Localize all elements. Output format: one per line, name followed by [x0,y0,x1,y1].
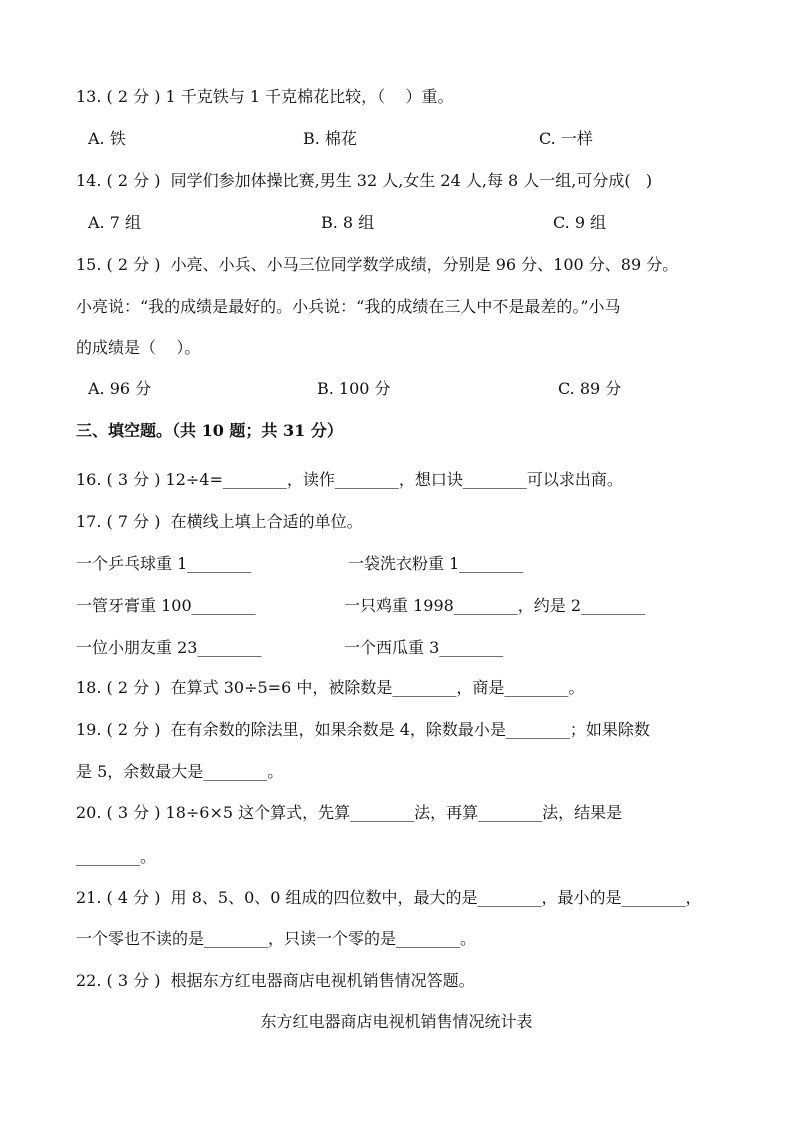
q13-option-c: C. 一样 [539,129,593,148]
q15-option-a: A. 96 分 [88,379,152,398]
q17-item-toothpaste: 一管牙膏重 100________ [76,596,256,615]
q22-stem: 22. ( 3 分 ) 根据东方红电器商店电视机销售情况答题。 [76,971,475,990]
q14-option-c: C. 9 组 [553,213,607,232]
q17-stem: 17. ( 7 分 ) 在横线上填上合适的单位。 [76,512,363,531]
q15-line-2: 小亮说：“我的成绩是最好的。小兵说：“我的成绩在三人中不是最差的。”小马 [76,297,621,316]
q13-stem: 13. ( 2 分 ) 1 千克铁与 1 千克棉花比较，（ ）重。 [76,87,454,106]
q15-line-3: 的成绩是（ ）。 [76,338,201,357]
q19-line-2: 是 5，余数最大是________。 [76,762,284,781]
q22-table-title: 东方红电器商店电视机销售情况统计表 [260,1012,533,1031]
q19-line-1: 19. ( 2 分 ) 在有余数的除法里，如果余数是 4，除数最小是________；如果除数 [76,720,650,739]
q17-item-chicken: 一只鸡重 1998________，约是 2________ [344,596,646,615]
q17-item-child: 一位小朋友重 23________ [76,638,262,657]
q14-stem: 14. ( 2 分 ) 同学们参加体操比赛,男生 32 人,女生 24 人,每 8 人一组,可分成( ) [76,171,653,190]
q16-line: 16. ( 3 分 ) 12÷4=________，读作________，想口诀________可以求出商。 [76,470,623,489]
q20-line-2: ________。 [76,847,157,866]
q14-option-b: B. 8 组 [321,213,375,232]
q15-line-1: 15. ( 2 分 ) 小亮、小兵、小马三位同学数学成绩，分别是 96 分、100 分、89 分。 [76,255,679,274]
q17-item-watermelon: 一个西瓜重 3________ [344,638,504,657]
section-3-title: 三、填空题。（共 10 题；共 31 分） [76,421,343,440]
q15-option-c: C. 89 分 [558,379,622,398]
q20-line-1: 20. ( 3 分 ) 18÷6×5 这个算式，先算________法，再算________法，结果是 [76,803,623,822]
q13-option-a: A. 铁 [88,129,126,148]
q21-line-1: 21. ( 4 分 ) 用 8、5、0、0 组成的四位数中，最大的是________，最小的是________， [76,888,702,907]
q17-item-detergent: 一袋洗衣粉重 1________ [348,554,524,573]
q15-option-b: B. 100 分 [317,379,391,398]
q17-item-pingpong: 一个乒乓球重 1________ [76,554,252,573]
q18-line: 18. ( 2 分 ) 在算式 30÷5=6 中，被除数是________，商是________。 [76,678,585,697]
q14-option-a: A. 7 组 [88,213,141,232]
q21-line-2: 一个零也不读的是________，只读一个零的是________。 [76,929,477,948]
q13-option-b: B. 棉花 [303,129,357,148]
